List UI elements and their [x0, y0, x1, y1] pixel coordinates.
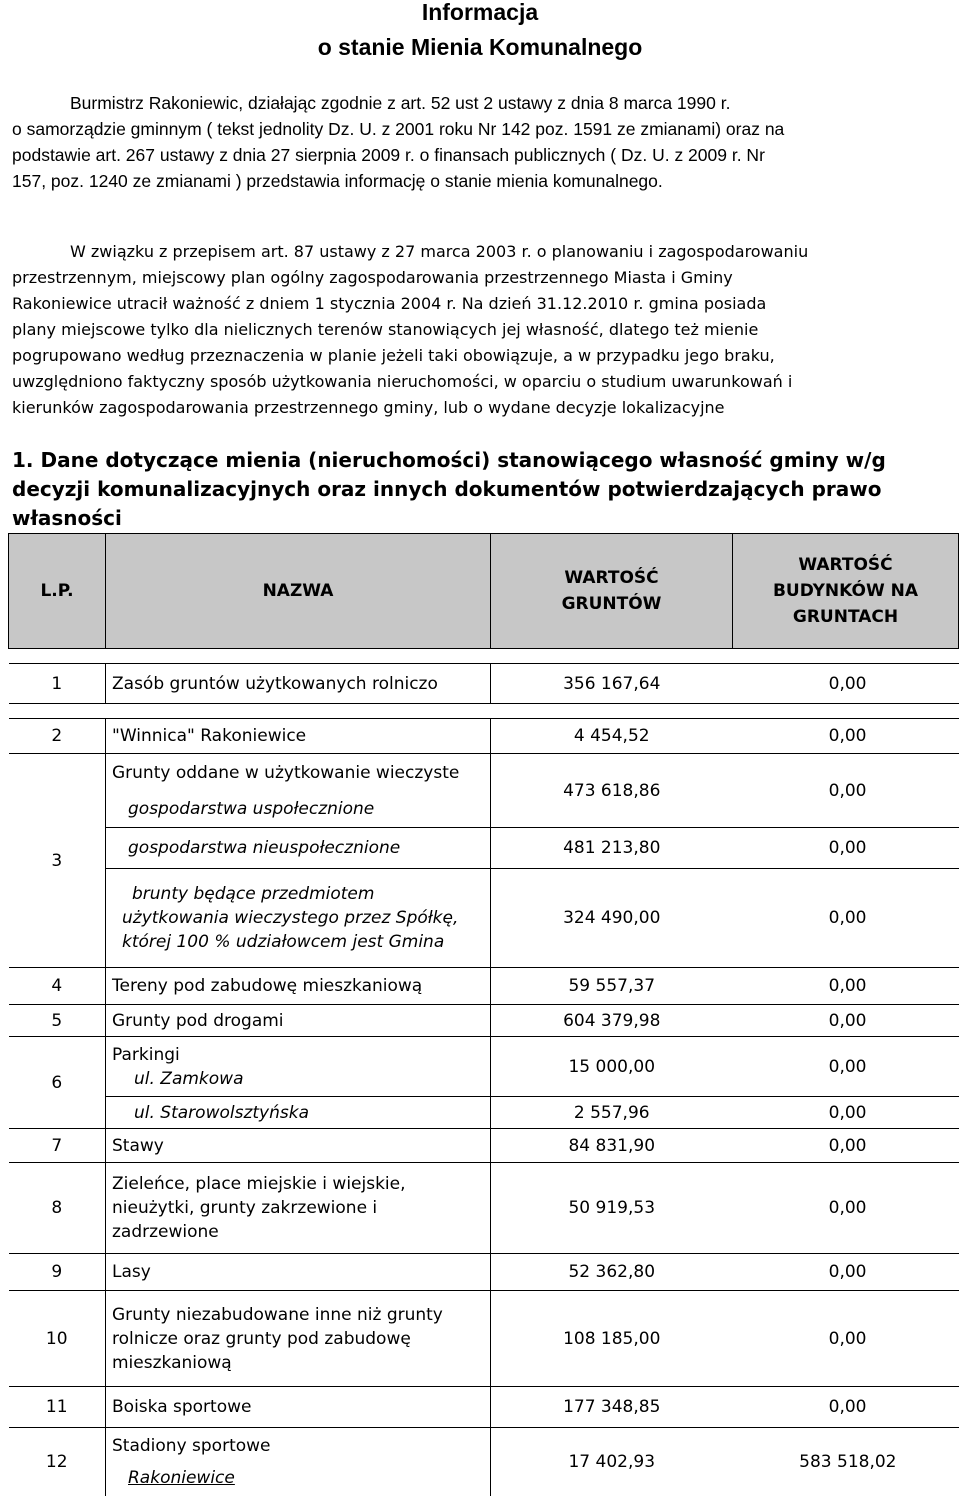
paragraph-line: pogrupowano według przeznaczenia w planie jeżeli taki obowiązuje, a w przypadku jego braku,: [12, 346, 775, 365]
table-row: 4 Tereny pod zabudowę mieszkaniową 59 557,37 0,00: [9, 968, 959, 1005]
paragraph-line: przestrzennym, miejscowy plan ogólny zagospodarowania przestrzennego Miasta i Gminy: [12, 268, 733, 287]
header-land-value: WARTOŚĆ GRUNTÓW: [491, 534, 733, 649]
header-building-value: WARTOŚĆ BUDYNKÓW NA GRUNTACH: [733, 534, 959, 649]
property-table: [8, 533, 959, 1496]
legal-basis-paragraph: [12, 239, 952, 421]
header-lp: L.P.: [9, 534, 106, 649]
heading-line: decyzji komunalizacyjnych oraz innych dokumentów potwierdzających prawo: [12, 477, 882, 501]
heading-line: własności: [12, 506, 122, 530]
table-row: 11 Boiska sportowe 177 348,85 0,00: [9, 1387, 959, 1428]
intro-line: Burmistrz Rakoniewic, działając zgodnie z art. 52 ust 2 ustawy z dnia 8 marca 1990 r.: [70, 93, 731, 113]
table-row: 7 Stawy 84 831,90 0,00: [9, 1129, 959, 1163]
table-row: brunty będące przedmiotem użytkowania wieczystego przez Spółkę, której 100 % udziałowcem jest Gmina 324 490,00 0,00: [9, 869, 959, 968]
intro-line: podstawie art. 267 ustawy z dnia 27 sierpnia 2009 r. o finansach publicznych ( Dz. U. z 2009 r. Nr: [12, 145, 765, 165]
table-row: 2 "Winnica" Rakoniewice 4 454,52 0,00: [9, 719, 959, 754]
paragraph-line: uwzględniono faktyczny sposób użytkowania nieruchomości, w oparciu o studium uwarunkowań i: [12, 372, 793, 391]
table-row: ul. Starowolsztyńska 2 557,96 0,00: [9, 1097, 959, 1129]
table-header-row: [9, 534, 959, 649]
intro-paragraph: [12, 90, 952, 194]
intro-line: o samorządzie gminnym ( tekst jednolity Dz. U. z 2001 roku Nr 142 poz. 1591 ze zmianami) oraz na: [12, 119, 785, 139]
paragraph-line: kierunków zagospodarowania przestrzennego gminy, lub o wydane decyzje lokalizacyjne: [12, 398, 725, 417]
table-row: 3 Grunty oddane w użytkowanie wieczyste gospodarstwa uspołecznione 473 618,86 0,00: [9, 754, 959, 828]
table-row: 10 Grunty niezabudowane inne niż grunty rolnicze oraz grunty pod zabudowę mieszkaniową 108 185,00 0,00: [9, 1291, 959, 1387]
intro-line: 157, poz. 1240 ze zmianami ) przedstawia informację o stanie mienia komunalnego.: [12, 171, 663, 191]
table-row: 5 Grunty pod drogami 604 379,98 0,00: [9, 1005, 959, 1037]
table-row: gospodarstwa nieuspołecznione 481 213,80 0,00: [9, 828, 959, 869]
table-row: 9 Lasy 52 362,80 0,00: [9, 1254, 959, 1291]
table-row: 12 Stadiony sportowe Rakoniewice 17 402,93 583 518,02: [9, 1428, 959, 1496]
table-row: 8 Zieleńce, place miejskie i wiejskie, nieużytki, grunty zakrzewione i zadrzewione 50 919,53 0,00: [9, 1163, 959, 1254]
document-subtitle: o stanie Mienia Komunalnego: [317, 34, 643, 60]
table-row: 6 Parkingi ul. Zamkowa 15 000,00 0,00: [9, 1037, 959, 1097]
section-heading: [12, 446, 952, 533]
document-title: Informacja: [421, 0, 539, 25]
paragraph-line: plany miejscowe tylko dla nielicznych terenów stanowiących jej własność, dlatego też mienie: [12, 320, 759, 339]
paragraph-line: Rakoniewice utracił ważność z dniem 1 stycznia 2004 r. Na dzień 31.12.2010 r. gmina posiada: [12, 294, 767, 313]
header-name: NAZWA: [106, 534, 491, 649]
table-row: 1 Zasób gruntów użytkowanych rolniczo 356 167,64 0,00: [9, 664, 959, 704]
paragraph-line: W związku z przepisem art. 87 ustawy z 27 marca 2003 r. o planowaniu i zagospodarowaniu: [70, 242, 809, 261]
heading-line: 1. Dane dotyczące mienia (nieruchomości) stanowiącego własność gminy w/g: [12, 448, 886, 472]
